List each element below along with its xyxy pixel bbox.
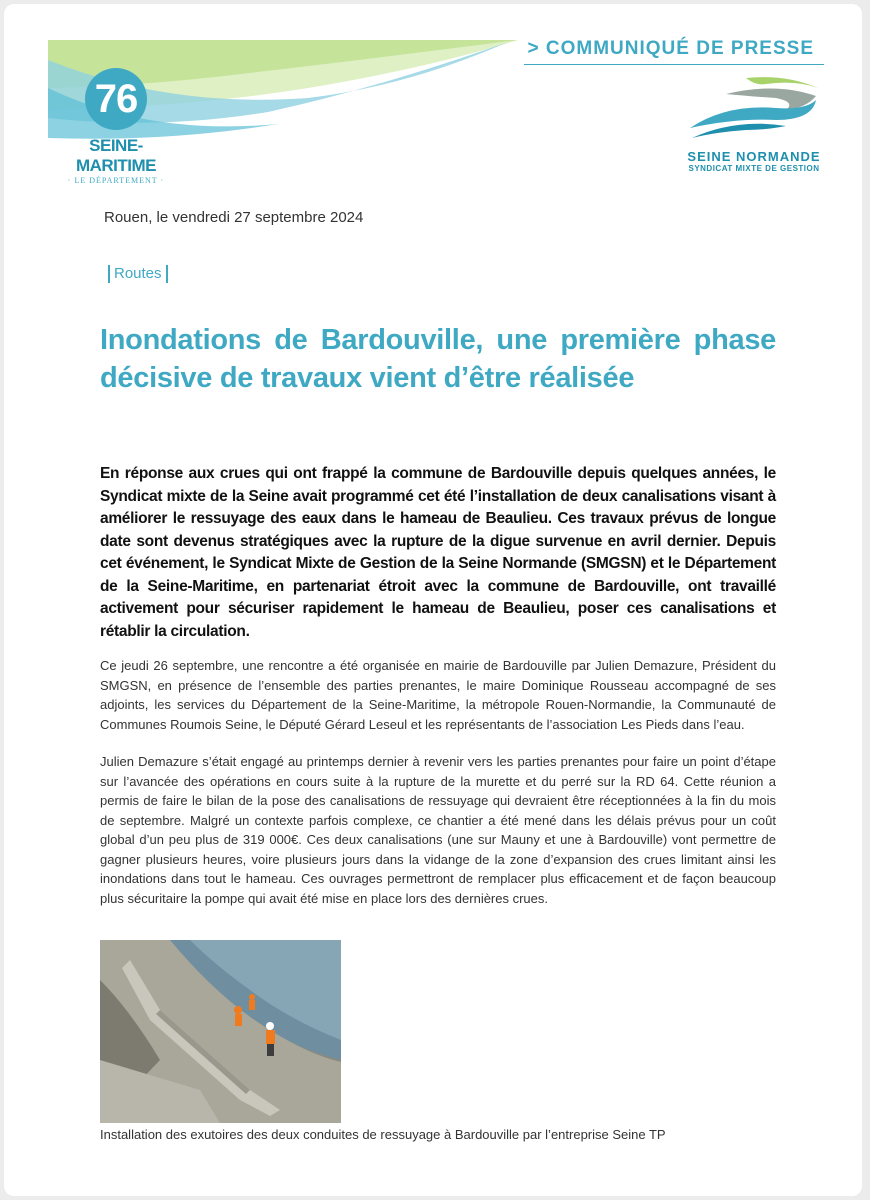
date-line: Rouen, le vendredi 27 septembre 2024	[104, 209, 364, 226]
logo-right-subtitle: SYNDICAT MIXTE DE GESTION	[688, 164, 820, 173]
logo-76-badge: 76	[85, 68, 147, 130]
seine-maritime-logo	[66, 68, 166, 185]
body-paragraph-2: Julien Demazure s’était engagé au printemps dernier à revenir vers les parties prenantes pour faire un point d’étape sur l’avancée des opérations en cours suite à la rupture de la murette et du perré sur la RD 64. Cette réunion a permis de faire le bilan de la pose des canalisations de ressuyage qui devraient être réceptionnées à la fin du mois de septembre. Malgré un contexte parfois complexe, ce chantier a été mené dans les délais prévus pour un coût global d’un peu plus de 319 000€. Ces deux canalisations (une sur Mauny et une à Bardouville) vont permettre de gagner plusieurs heures, voire plusieurs jours dans la vidange de la zone d’expansion des crues limitant ainsi les inondations dans tout le hameau. Ces ouvrages permettront de remplacer plus efficacement et de façon beaucoup plus sécuritaire la pompe qui avait été mise en place lors des dernières crues.	[100, 754, 776, 906]
logo-left-name: SEINE-MARITIME	[75, 136, 157, 175]
photo-caption: Installation des exutoires des deux conduites de ressuyage à Bardouville par l’entreprise Seine TP	[100, 1127, 666, 1142]
body-paragraph-1: Ce jeudi 26 septembre, une rencontre a été organisée en mairie de Bardouville par Julien Demazure, Président du SMGSN, en présence de l’ensemble des parties prenantes, le maire Dominique Rousseau accompagné de ses adjoints, les services du Département de la Seine-Maritime, la métropole Rouen-Normandie, la Communauté de Communes Roumois Seine, le Député Gérard Leseul et les représentants de l’association Les Pieds dans l’eau.	[100, 658, 776, 732]
page-title: Inondations de Bardouville, une première phase décisive de travaux vient d’être réalisée	[100, 324, 776, 394]
press-release-label: > COMMUNIQUÉ DE PRESSE	[527, 38, 814, 59]
worksite-illustration	[100, 940, 341, 1123]
press-release-page	[4, 4, 862, 1196]
worksite-photo	[100, 940, 341, 1123]
header-rule	[524, 64, 824, 65]
seine-normande-wave-icon	[686, 74, 822, 142]
seine-normande-logo	[684, 74, 824, 173]
lead-paragraph: En réponse aux crues qui ont frappé la commune de Bardouville depuis quelques années, le Syndicat mixte de la Seine avait programmé cet été l’installation de deux canalisations visant à améliorer le ressuyage des eaux dans le hameau de Beaulieu. Ces travaux prévus de longue date sont devenus stratégiques avec la rupture de la digue survenue en avril dernier. Depuis cet événement, le Syndicat Mixte de Gestion de la Seine Normande (SMGSN) et le Département de la Seine-Maritime, en partenariat étroit avec la commune de Bardouville, ont travaillé activement pour sécuriser rapidement le hameau de Beaulieu, poser ces canalisations et rétablir la circulation.	[100, 465, 776, 640]
logo-left-subtitle: · LE DÉPARTEMENT ·	[67, 176, 165, 185]
category-tag: Routes	[108, 265, 168, 283]
logo-right-name: SEINE NORMANDE	[687, 149, 821, 164]
